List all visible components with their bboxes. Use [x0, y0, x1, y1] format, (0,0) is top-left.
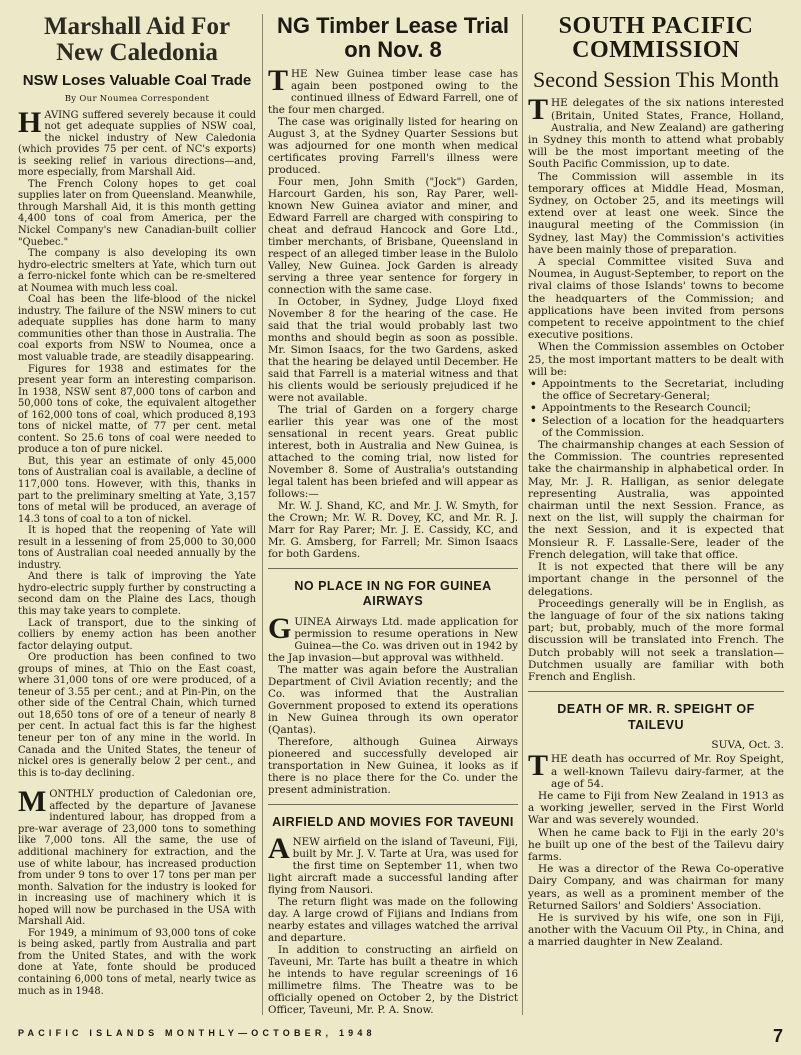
- paragraph: The trial of Garden on a forgery charge earlier this year was one of the most sensational in recent years. Great public interest, both in Australia and New Guinea, is attached to the coming trial, now listed for November 8. Some of Australia's outstanding legal talent has been briefed and will appear as follows:—: [268, 403, 518, 500]
- article-marshall-aid: [18, 14, 256, 1015]
- paragraph: HAVING suffered severely because it could not get adequate supplies of NSW coal, the nickel industry of New Caledonia (which provides 75 per cent. of NC's exports) is seeking relief in various directions—and, more especially, from Marshall Aid.: [18, 105, 256, 179]
- list-item: • Appointments to the Secretariat, including the office of Secretary-General;: [542, 378, 784, 402]
- paragraph: He is survived by his wife, one son in Fiji, another with the Vacuum Oil Pty., in China, and a married daughter in New Zealand.: [528, 912, 784, 949]
- headline: NO PLACE IN NG FOR GUINEA AIRWAYS: [294, 578, 492, 609]
- list-item: • Appointments to the Research Council;: [542, 402, 784, 414]
- headline: SOUTH PACIFIC COMMISSION: [558, 14, 754, 64]
- divider: [268, 804, 518, 805]
- paragraph: Four men, John Smith ("Jock") Garden, Harcourt Garden, his son, Ray Parer, well-known New Guinea aviator and miner, and Edward Farrell are charged with conspiring to cheat and defraud Hancock and Gore Ltd., timber merchants, of Brisbane, Queensland in respect of an alleged timber lease in the Bulolo Valley, New Guinea. Jock Garden is already serving a three year sentence for forgery in connection with the same case.: [268, 176, 518, 297]
- paragraph: And there is talk of improving the Yate hydro-electric supply further by constructing a second dam on the Plaine des Lacs, though this may take years to complete.: [18, 571, 256, 618]
- page-number: 7: [772, 1026, 783, 1046]
- paragraph: He was a director of the Rewa Co-operative Dairy Company, and was chairman for many years, as well as a prominent member of the Returned Sailors' and Soldiers' Association.: [528, 863, 784, 912]
- paragraph: In addition to constructing an airfield on Taveuni, Mr. Tarte has built a theatre in which he intends to have regular screenings of 16 millimetre films. The Theatre was to be officially opened on October 2, by the District Officer, Taveuni, Mr. P. A. Snow.: [268, 944, 518, 1015]
- dateline: SUVA, Oct. 3.: [711, 739, 784, 752]
- paragraph: But, this year an estimate of only 45,000 tons of Australian coal is available, a decline of 117,000 tons. However, with this, thanks in part to the preliminary smelting at Yate, 3,157 tons of metal will be produced, an average of 14.3 tons of coal to a ton of nickel.: [18, 455, 256, 525]
- paragraph: Ore production has been confined to two groups of mines, at Thio on the East coast, where 31,000 tons of ore were produced, of a teneur of 3.55 per cent.; and at Pin-Pin, on the other side of the Central Chain, which turned out 18,650 tons of ore of a teneur of nearly 8 per cent. In actual fact this is far the highest teneur per ton of any mine in the world. In Canada and the United States, the teneur of nickel ores is generally below 2 per cent., and this is to-day declining.: [18, 652, 256, 779]
- paragraph: It is hoped that the reopening of Yate will result in a lessening of from 25,000 to 30,000 tons of Australian coal needed annually by the industry.: [18, 525, 256, 571]
- article-ng-timber: [268, 14, 518, 1015]
- divider: [268, 568, 518, 569]
- headline: NG Timber Lease Trial on Nov. 8: [277, 14, 509, 63]
- paragraph: He came to Fiji from New Zealand in 1913 as a working jeweller, served in the First World War and was severely wounded.: [528, 789, 784, 827]
- paragraph: It is not expected that there will be any important change in the personnel of the delegations.: [528, 561, 784, 598]
- drop-cap: A: [268, 832, 290, 866]
- paragraph: The return flight was made on the following day. A large crowd of Fijians and Indians from nearby estates and villages watched the arrival and departure.: [268, 896, 518, 945]
- drop-cap: T: [268, 64, 289, 98]
- drop-cap: H: [18, 105, 42, 139]
- paragraph: In October, in Sydney, Judge Lloyd fixed November 8 for the hearing of the case. He said that the trial would probably last two months and should begin as soon as possible. Mr. Simon Isaacs, for the two Gardens, asked that the hearing be delayed until December. He said that Farrell is a material witness and that his clients would be seriously prejudiced if he were not available.: [268, 296, 518, 404]
- bullet-list: [528, 378, 784, 439]
- headline: DEATH OF MR. R. SPEIGHT OF TAILEVU: [557, 702, 755, 732]
- paragraph: MONTHLY production of Caledonian ore, affected by the departure of Javanese indentured labour, has dropped from a pre-war average of 23,000 tons to something like 7,000 tons. All the same, the use of additional machinery for extraction, and the use of white labour, has increased production from under 9 tons to over 17 tons per man per month. Salvation for the industry is looked for in increasing use of machinery which it is hoped will now be purchased in the USA with Marshall Aid.: [18, 785, 256, 928]
- column-rule: [522, 14, 523, 1015]
- drop-cap: T: [528, 93, 549, 127]
- paragraph: A special Committee visited Suva and Noumea, in August-September, to report on the rival claims of those Islands' towns to become the headquarters of the Commission; and applications have been invited from persons competent to receive appointment to the chief executive positions.: [528, 256, 784, 342]
- paragraph: Therefore, although Guinea Airways pioneered and successfully developed air transportation in New Guinea, it looks as if there is no place there for the Co. under the present administration.: [268, 735, 518, 796]
- paragraph: Proceedings generally will be in English, as the language of four of the six nations taking part; but, probably, much of the more formal discussion will be translated into French. The Dutch probably will not seek a translation—Dutchmen usually are familiar with both French and English.: [528, 597, 784, 683]
- paragraph: The matter was again before the Australian Department of Civil Aviation recently; and the Co. was informed that the Australian Government proposed to extend its operations in New Guinea through its own operator (Qantas).: [268, 663, 518, 736]
- article-spc: [528, 14, 784, 1015]
- list-item: • Selection of a location for the headquarters of the Commission.: [542, 415, 784, 439]
- drop-cap: M: [18, 785, 47, 819]
- paragraph: ANEW airfield on the island of Taveuni, Fiji, built by Mr. J. V. Tarte at Ura, was used for the first time on September 11, when two light aircraft made a successful landing after flying from Nausori.: [268, 832, 518, 897]
- paragraph: THE New Guinea timber lease case has again been postponed owing to the continued illness of Edward Farrell, one of the four men charged.: [268, 64, 518, 117]
- paragraph: Mr. W. J. Shand, KC, and Mr. J. W. Smyth, for the Crown; Mr. W. R. Dovey, KC, and Mr. R. J. Marr for Ray Parer; Mr. J. E. Cassidy, KC, and Mr. G. Amsberg, for Farrell; Mr. Simon Isaacs for both Gardens.: [268, 499, 518, 560]
- paragraph: The chairmanship changes at each Session of the Commission. The countries represented take the chairmanship in alphabetical order. In May, Mr. J. R. Halligan, as senior delegate representing Australia, was appointed chairman until the next Session. France, as next on the list, will supply the chairman for the next Session, and it is expected that Monsieur R. F. Lassalle-Sere, leader of the French delegation, will take that office.: [528, 439, 784, 561]
- paragraph: When he came back to Fiji in the early 20's he built up one of the best of the Tailevu dairy farms.: [528, 826, 784, 863]
- paragraph: Coal has been the life-blood of the nickel industry. The failure of the NSW miners to cut adequate supplies has done harm to many communities other than those in Australia. The coal exports from NSW to Noumea, once a most valuable trade, are steadily disappearing.: [18, 294, 256, 363]
- drop-cap: T: [528, 749, 549, 783]
- paragraph: The case was originally listed for hearing on August 3, at the Sydney Quarter Sessions but was adjourned for one month when medical certificates proving Farrell's illness were produced.: [268, 116, 518, 177]
- subheadline: Second Session This Month: [533, 66, 779, 92]
- paragraph: Lack of transport, due to the sinking of colliers by enemy action has been another factor delaying output.: [18, 617, 256, 652]
- paragraph: THE delegates of the six nations interested (Britain, United States, France, Holland, Australia, and New Zealand) are gathering in Sydney this month to attend what probably will be the most important meeting of the South Pacific Commission, up to date.: [528, 93, 784, 171]
- byline: By Our Noumea Correspondent: [64, 93, 210, 104]
- headline: Marshall Aid For New Caledonia: [43, 14, 231, 66]
- divider: [528, 691, 784, 692]
- paragraph: When the Commission assembles on October 25, the most important matters to be dealt with will be:: [528, 341, 784, 378]
- paragraph: The Commission will assemble in its temporary offices at Middle Head, Mosman, Sydney, on October 25, and its meetings will extend over at least one week. Since the inaugural meeting of the Commission (in Sydney, last May) the Commission's activities have been mainly those of preparation.: [528, 170, 784, 256]
- paragraph: The company is also developing its own hydro-electric smelters at Yate, which turn out a ferro-nickel fonte which can be re-smeltered at Noumea with much less coal.: [18, 248, 256, 294]
- paragraph: The French Colony hopes to get coal supplies later on from Queensland. Meanwhile, through Marshall Aid, it is this month getting 4,400 tons of coal from America, per the Nickel Company's new Canadian-built collier "Quebec.": [18, 178, 256, 248]
- publication-line: PACIFIC ISLANDS MONTHLY—OCTOBER, 1948: [18, 1028, 376, 1038]
- subheadline: NSW Loses Valuable Coal Trade: [22, 72, 252, 89]
- paragraph: GUINEA Airways Ltd. made application for permission to resume operations in New Guinea—the Co. was driven out in 1942 by the Jap invasion—but approval was withheld.: [268, 611, 518, 664]
- paragraph: For 1949, a minimum of 93,000 tons of coke is being asked, partly from Australia and part from the United States, and with the work done at Yate, fonte should be produced containing 6,000 tons of metal, nearly twice as much as in 1948.: [18, 927, 256, 997]
- page-footer: [18, 1026, 783, 1048]
- column-rule: [262, 14, 263, 1015]
- headline: AIRFIELD AND MOVIES FOR TAVEUNI: [272, 814, 514, 829]
- paragraph: Figures for 1938 and estimates for the present year form an interesting comparison. In 1938, NSW sent 87,000 tons of carbon and 50,000 tons of coke, the equivalent altogether of 162,000 tons of coal, which produced 8,193 tons of nickel matte, of 77 per cent. metal content. So 25.6 tons of coal were needed to produce a ton of pure nickel.: [18, 363, 256, 456]
- paragraph: THE death has occurred of Mr. Roy Speight, a well-known Tailevu dairy-farmer, at the age of 54.: [528, 749, 784, 790]
- drop-cap: G: [268, 611, 292, 645]
